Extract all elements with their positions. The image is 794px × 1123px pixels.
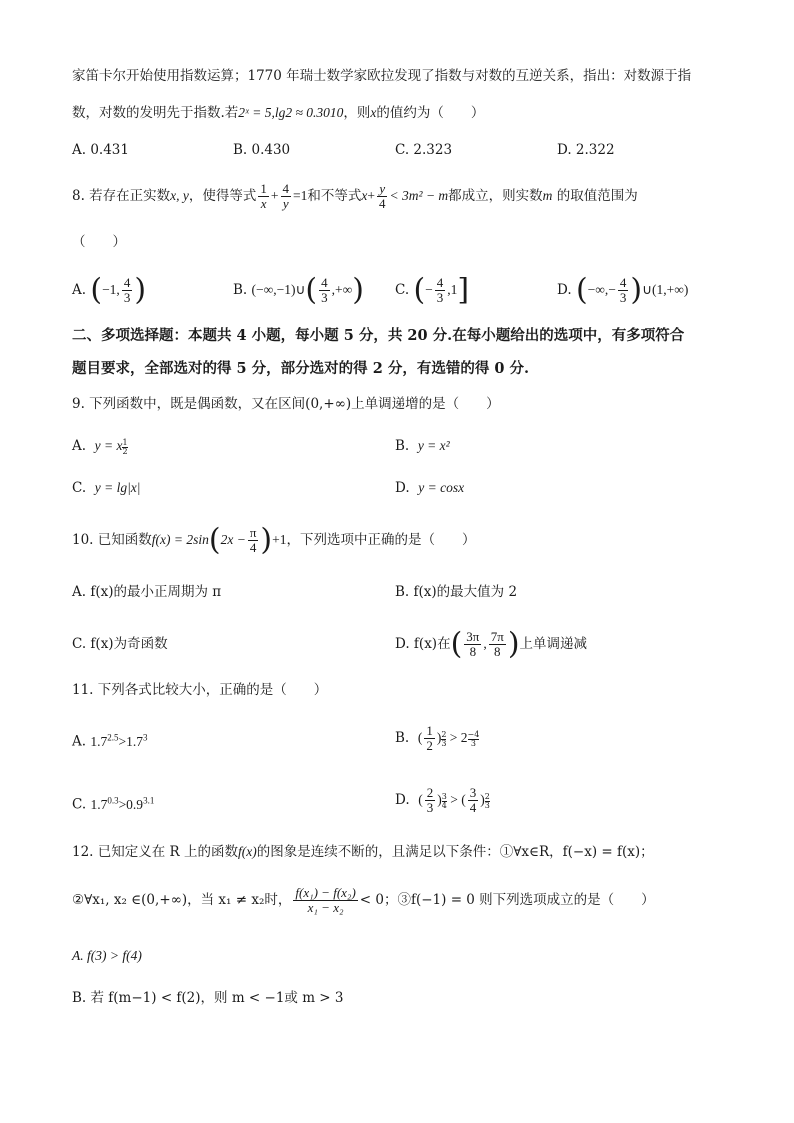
- q11-option-c: C. $1.7^{0.3}>0.9^{3.1}$: [72, 795, 155, 813]
- q9-option-c: C. y = lg|x|: [72, 480, 141, 496]
- q8-option-d: D. (−∞,− $\frac{4}{3}$ )∪(1,+∞): [557, 272, 689, 308]
- q10-stem: 10. 已知函数f(x) = 2sin(2x − $\frac{\pi}{4}$ )+1，下列选项中正确的是（ ）: [72, 522, 476, 558]
- q7-option-b: B. 0.430: [233, 142, 291, 158]
- q7-line2: [72, 103, 484, 123]
- section2-line2: 题目要求，全部选对的得 5 分，部分选对的得 2 分，有选错的得 0 分.: [72, 360, 530, 377]
- q11-option-b: B. ( $\frac{1}{2}$ ) $\frac{2}{3}$ > 2 $\frac{-4}{3}$: [395, 723, 480, 753]
- section2-line1: 二、多项选择题：本题共 4 小题，每小题 5 分，共 20 分.在每小题给出的选项中，有多项符合: [72, 327, 685, 344]
- q10-option-d: D. f(x)在( $\frac{3\pi}{8}$ , $\frac{7\pi}{8}$ )上单调递减: [395, 626, 588, 662]
- q11-option-d: D. ( $\frac{2}{3}$ ) $\frac{3}{4}$ > ( $\frac{3}{4}$ ) $\frac{2}{3}$: [395, 785, 490, 815]
- q8-vars: x, y: [170, 188, 189, 203]
- q10-option-c: C. f(x)为奇函数: [72, 636, 168, 652]
- q8-frac-y4: $\frac{y}{4}$: [379, 181, 386, 211]
- q8-stem: 8. 若存在正实数x, y，使得等式 $\frac{1}{x}$ + $\frac{4}{y}$ =1和不等式x+ $\frac{y}{4}$ < 3m² − m都成立，则实数m 的取值范围为: [72, 181, 638, 211]
- q12-option-a: A. f(3) > f(4): [72, 948, 142, 963]
- q9-option-a: A. y = x $\frac{1}{2}$: [72, 437, 128, 456]
- q12-fraction: $\frac{\text{f(x₁) − f(x₂)}}{\text{x₁ − x₂}}$: [295, 885, 356, 915]
- q8-stem-a: 8. 若存在正实数: [72, 188, 171, 204]
- q8-stem-b: ，使得等式: [188, 188, 257, 204]
- q8-m: m: [542, 188, 553, 203]
- q9-option-b: B. y = x²: [395, 438, 450, 454]
- q8-option-c: C. (− $\frac{4}{3}$ ,1]: [395, 272, 470, 308]
- q8-frac-4y: $\frac{4}{y}$: [282, 181, 290, 211]
- q9-stem: 9. 下列函数中，既是偶函数，又在区间(0,+∞)上单调递增的是（ ）: [72, 396, 500, 412]
- q11-option-a: A. $1.7^{2.5}>1.7^3$: [72, 732, 148, 750]
- q7-condition: 2ˣ = 5,lg2 ≈ 0.3010: [238, 105, 344, 120]
- q7-var: x: [370, 105, 377, 120]
- q8-stem-e: 的取值范围为: [552, 188, 638, 204]
- q10-option-b: B. f(x)的最大值为 2: [395, 584, 518, 600]
- q7-line2-b: ，则: [343, 105, 371, 121]
- q11-stem: 11. 下列各式比较大小，正确的是（ ）: [72, 682, 328, 698]
- q8-option-b: B. (−∞,−1)∪( $\frac{4}{3}$ ,+∞): [233, 272, 364, 308]
- q8-frac-1x: $\frac{1}{x}$: [260, 181, 267, 211]
- q7-option-a: A. 0.431: [72, 142, 129, 158]
- q12-line2: ②∀x₁, x₂ ∈(0,+∞)，当 x₁ ≠ x₂时， $\frac{\text{f(x₁) − f(x₂)}}{\text{x₁ − x₂}}$ < 0；③f(−1) = 0 则下列选项成立的是（ ）: [72, 885, 655, 915]
- q8-stem-c: 和不等式: [307, 188, 362, 204]
- q12-option-b: B. 若 f(m−1) < f(2)，则 m < −1或 m > 3: [72, 990, 344, 1006]
- q7-line2-a: 数，对数的发明先于指数.若: [72, 105, 239, 121]
- q7-option-c: C. 2.323: [395, 142, 453, 158]
- q7-line2-c: 的值约为（ ）: [376, 105, 485, 121]
- q7-line1: 家笛卡尔开始使用指数运算；1770 年瑞士数学家欧拉发现了指数与对数的互逆关系，指出：对数源于指: [72, 68, 692, 84]
- q9-option-d: D. y = cosx: [395, 480, 465, 496]
- q8-paren: （ ）: [72, 234, 126, 250]
- q10-option-a: A. f(x)的最小正周期为 π: [72, 584, 222, 600]
- q8-option-a: A. (−1, $\frac{4}{3}$ ): [72, 272, 147, 308]
- q7-option-d: D. 2.322: [557, 142, 615, 158]
- q8-stem-d: 都成立，则实数: [448, 188, 543, 204]
- q12-line1: 12. 已知定义在 R 上的函数f(x)的图象是连续不断的，且满足以下条件：①∀x∈R，f(−x) = f(x)；: [72, 844, 654, 860]
